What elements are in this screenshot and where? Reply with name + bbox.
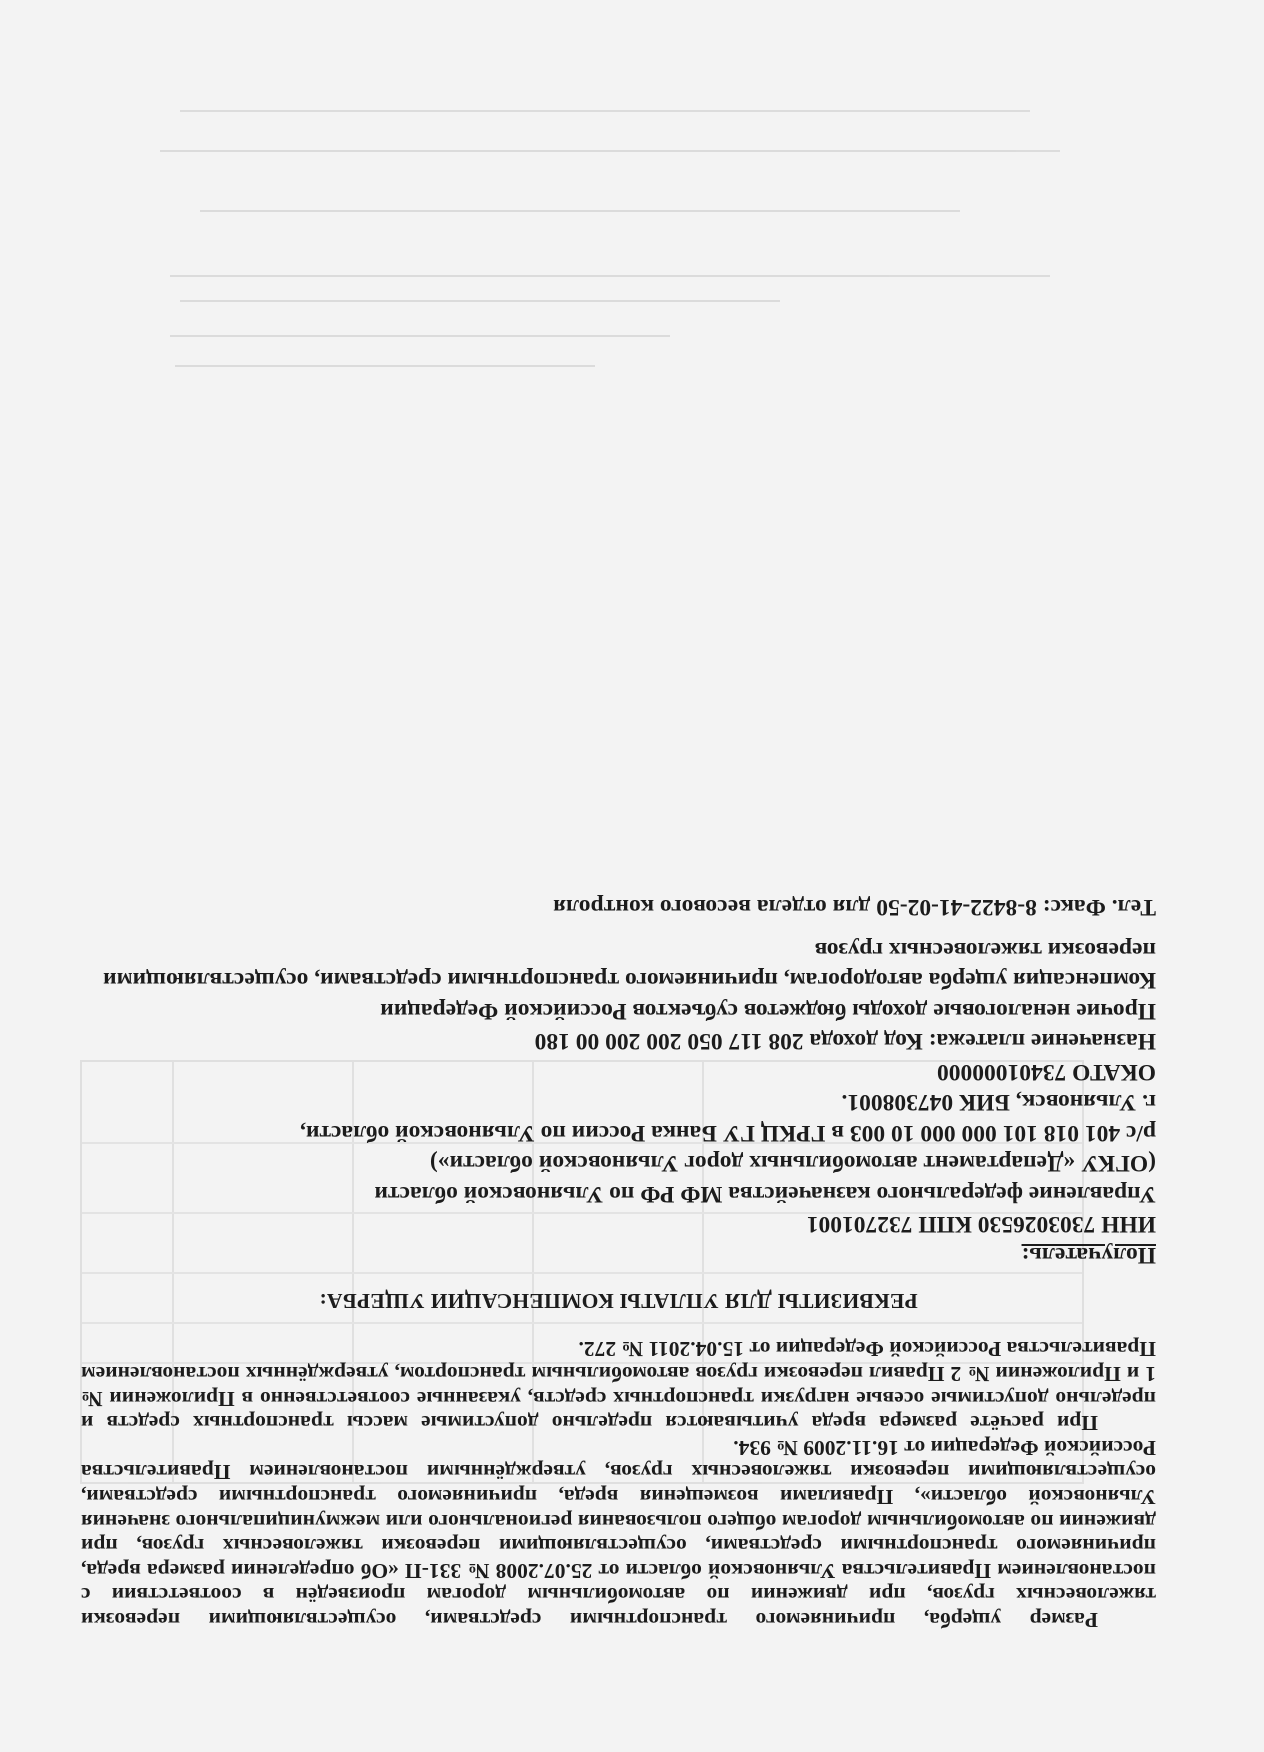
city-bik: г. Ульяновск, БИК 047308001. (841, 1089, 1156, 1116)
bank-account: р/с 401 018 101 000 000 10 003 в ГРКЦ ГУ Банка России по Ульяновской области, (300, 1119, 1156, 1146)
inn-kpp: ИНН 7303026530 КПП 732701001 (806, 1211, 1156, 1238)
recipient-label: Получатель: (1021, 1241, 1156, 1268)
calculation-paragraph: При расчёте размера вреда учитываются предельно допустимые массы транспортных средств и предельно допустимые осевые нагрузки транспортных средств, указанные соответственно в Приложении № 1 и Приложении № 2 Правил перевозки грузов автомобильным транспортом, утверждённых постановлением Правительства Российской Федерации от 15.04.2011 № 272. (81, 1337, 1156, 1436)
treasury-name: Управление федерального казначейства МФ РФ по Ульяновской области (374, 1180, 1156, 1207)
ogku-name: (ОГКУ «Департамент автомобильных дорог Ульяновской области») (429, 1150, 1156, 1177)
payment-purpose-line2: Прочие неналоговые доходы бюджетов субъектов Российской Федерации (380, 997, 1156, 1024)
phone-fax: Тел. Факс: 8-8422-41-02-50 для отдела весового контроля (553, 894, 1156, 921)
requisites-heading: РЕКВИЗИТЫ ДЛЯ УПЛАТЫ КОМПЕНСАЦИИ УЩЕРБА: (319, 1288, 918, 1313)
payment-purpose: Назначение платежа: Код дохода 208 117 050 200 200 00 180 (534, 1028, 1156, 1055)
okato: ОКАТО 73401000000 (937, 1058, 1156, 1085)
payment-purpose-line3: Компенсация ущерба автодорогам, причиняемого транспортными средствами, осуществляющими перевозки тяжеловесных грузов (103, 936, 1156, 994)
recipient-block (81, 934, 1156, 1270)
damage-paragraph: Размер ущерба, причиняемого транспортными средствами, осуществляющими перевозки тяжеловесных грузов, при движении по автомобильным дорогам произведён в соответствии с постановлением Правительства Ульяновской области от 25.07.2008 № 331-П «Об определении размера вреда, причиняемого транспортными средствами, осуществляющими перевозки тяжеловесных грузов, при движении по автомобильным дорогам общего пользования регионального или межмуниципального значения Ульяновской области», Правилами возмещения вреда, причиняемого транспортными средствами, осуществляющими перевозки тяжеловесных грузов, утверждёнными постановлением Правительства Российской Федерации от 16.11.2009 № 934. (81, 1435, 1156, 1632)
document-body (81, 893, 1156, 1632)
